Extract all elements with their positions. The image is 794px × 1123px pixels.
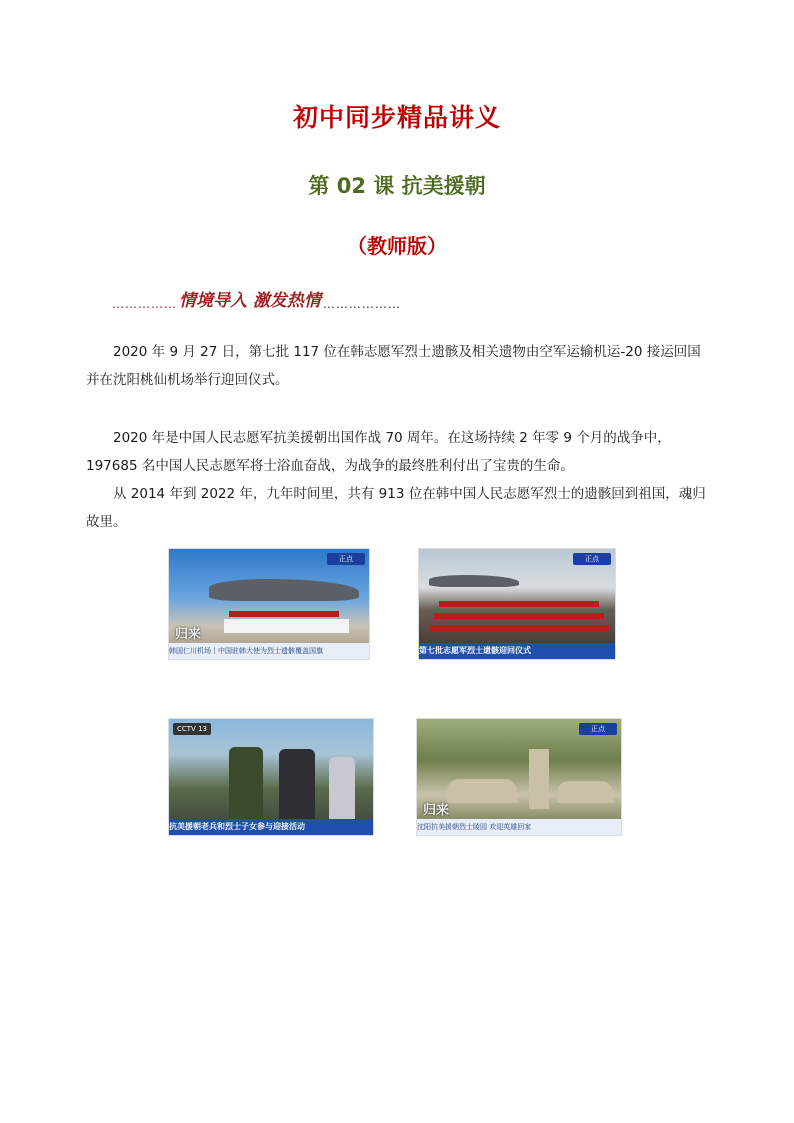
photo-tag: 归来 [423, 803, 450, 818]
paragraph-3: 从 2014 年到 2022 年，九年时间里，共有 913 位在韩中国人民志愿军烈士的遗骸回到祖国，魂归故里。 [86, 486, 706, 530]
coffin-row-shape [229, 611, 339, 617]
photo-tag: 归来 [175, 627, 202, 642]
tv-logo: 正点 [327, 553, 365, 565]
dotted-leader-right: ……………… [322, 297, 401, 311]
coffin-row-shape [439, 601, 599, 607]
table-shape [224, 619, 349, 633]
section-title: 情境导入 激发热情 [179, 291, 321, 311]
section-heading [112, 290, 401, 312]
coffin-row-shape [429, 625, 609, 631]
monument-shape [529, 749, 549, 809]
dotted-leader-left: …………… [112, 297, 177, 311]
tv-logo: CCTV 13 [173, 723, 211, 735]
document-title: 初中同步精品讲义 [292, 103, 501, 132]
edition-label: （教师版） [347, 234, 447, 258]
photo-cemetery [416, 718, 622, 836]
photo-veterans-salute [168, 718, 374, 836]
paragraph-1: 2020 年 9 月 27 日，第七批 117 位在韩志愿军烈士遗骸及相关遗物由空军运输机运-20 接运回国并在沈阳桃仙机场举行迎回仪式。 [86, 344, 701, 388]
photo-caption: 韩国仁川机场丨中国驻韩大使为烈士遗骸覆盖国旗 [169, 643, 369, 659]
photo-coffin-rows [418, 548, 616, 660]
photo-caption: 第七批志愿军烈士遗骸迎回仪式 [419, 643, 615, 659]
person-shape [279, 749, 315, 819]
person-shape [229, 747, 263, 819]
coffin-row-shape [434, 613, 604, 619]
transport-plane-shape [209, 579, 359, 601]
tv-logo: 正点 [579, 723, 617, 735]
tv-logo: 正点 [573, 553, 611, 565]
tomb-shape [447, 779, 517, 803]
paragraph-2: 2020 年是中国人民志愿军抗美援朝出国作战 70 周年。在这场持续 2 年零 9 个月的战争中，197685 名中国人民志愿军将士浴血奋战，为战争的最终胜利付出了宝贵的生命。 [86, 430, 671, 474]
transport-plane-shape [429, 575, 519, 587]
person-shape [329, 757, 355, 819]
photo-caption: 抗美援朝老兵和烈士子女参与迎接活动 [169, 819, 373, 835]
tomb-shape [557, 781, 613, 803]
photo-airport-ceremony [168, 548, 370, 660]
lesson-title: 第 02 课 抗美援朝 [308, 174, 486, 198]
photo-caption: 沈阳抗美援朝烈士陵园 欢迎英雄回家 [417, 819, 621, 835]
